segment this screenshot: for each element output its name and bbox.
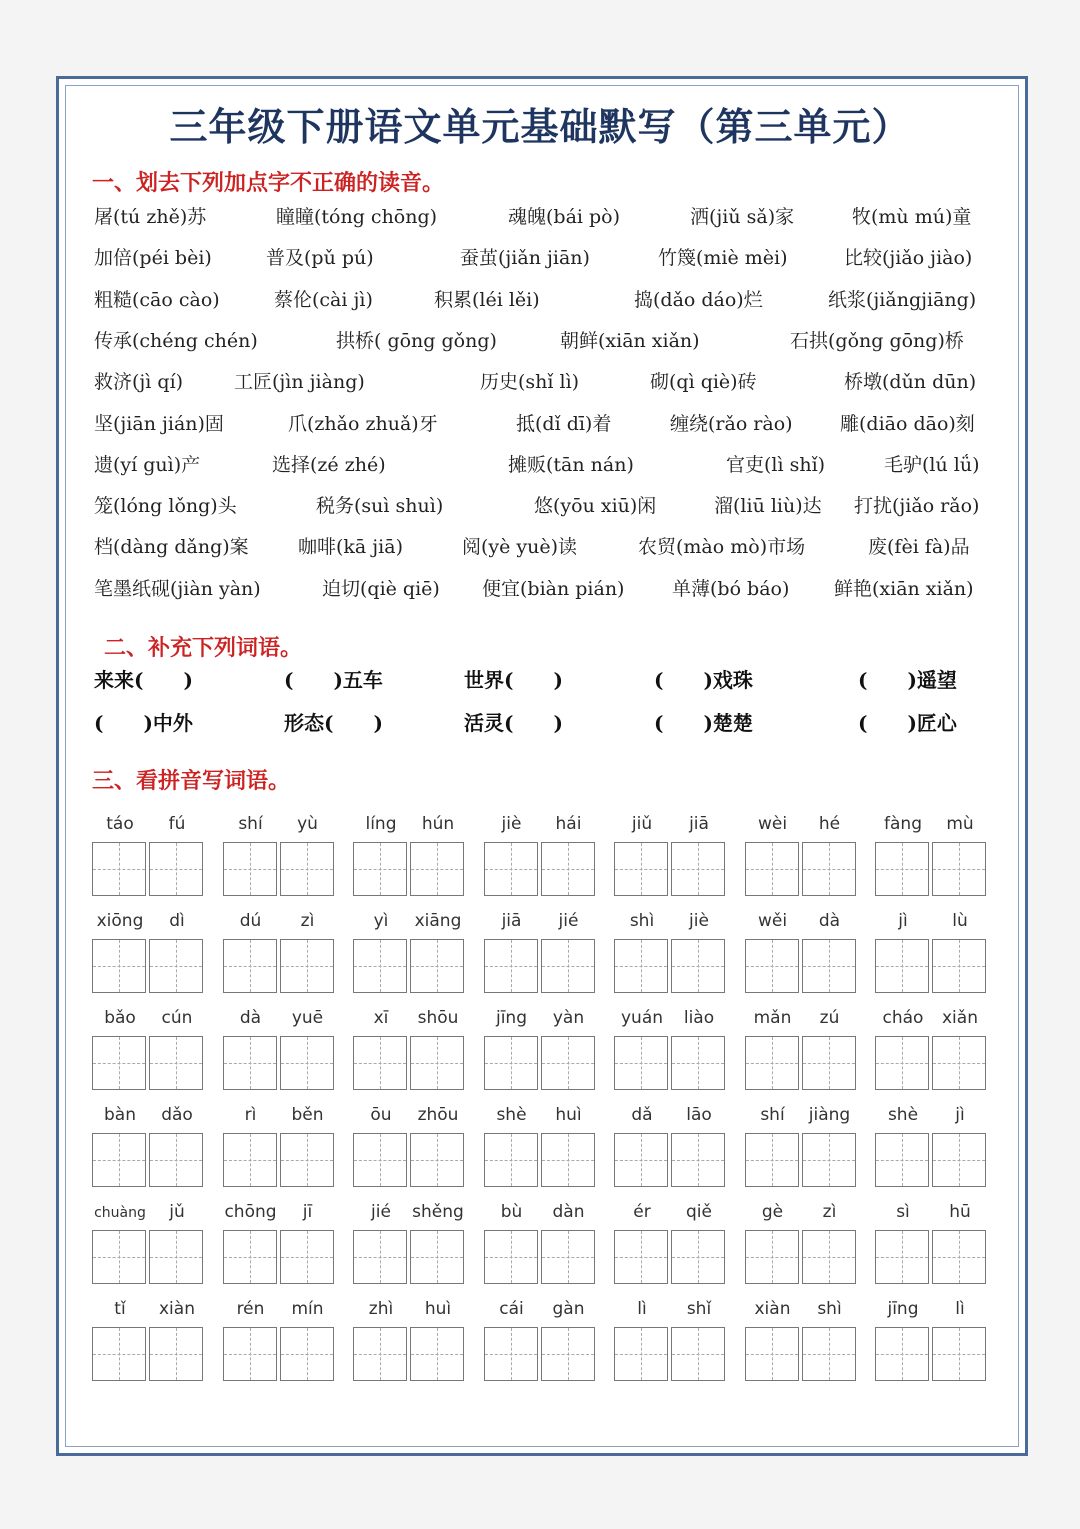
pinyin-label: tǐ [114, 1299, 126, 1319]
reading-item: 桥墩(dǔn dūn) [844, 371, 977, 394]
pinyin-word [353, 1008, 467, 1098]
pinyin-label: lì [637, 1299, 647, 1319]
pinyin-word [223, 1202, 337, 1292]
reading-item: 屠(tú zhě)苏 [94, 206, 207, 228]
writing-box[interactable] [745, 1230, 799, 1284]
pinyin-label: jiǔ [631, 814, 653, 834]
reading-item: 打扰(jiǎo rǎo) [854, 495, 980, 518]
pinyin-label: hū [949, 1202, 971, 1222]
writing-box[interactable] [541, 1327, 595, 1381]
writing-box[interactable] [614, 1230, 668, 1284]
reading-item: 纸浆(jiǎngjiāng) [828, 288, 977, 311]
reading-item: 便宜(biàn pián) [482, 577, 625, 600]
pinyin-label: hé [818, 814, 841, 834]
pinyin-label: shè [496, 1105, 527, 1125]
reading-item: 比较(jiǎo jiào) [844, 247, 973, 270]
reading-item: 咖啡(kā jiā) [298, 536, 404, 559]
writing-box[interactable] [223, 1036, 277, 1090]
writing-box[interactable] [802, 1230, 856, 1284]
reading-item: 加倍(péi bèi) [94, 247, 212, 270]
pinyin-label: huì [424, 1299, 452, 1319]
pinyin-label: jiā [501, 911, 522, 931]
writing-box[interactable] [745, 1327, 799, 1381]
writing-box[interactable] [932, 1230, 986, 1284]
pinyin-label: lì [955, 1299, 965, 1319]
pinyin-word [92, 1299, 206, 1389]
writing-box[interactable] [484, 939, 538, 993]
pinyin-label: xiāng [414, 911, 462, 931]
writing-box[interactable] [802, 939, 856, 993]
reading-item: 砌(qì qiè)砖 [650, 371, 757, 394]
pinyin-label: shōu [417, 1008, 459, 1028]
writing-box[interactable] [410, 939, 464, 993]
reading-row [94, 243, 994, 275]
pinyin-label: jǔ [169, 1202, 185, 1222]
pinyin-label: xiōng [96, 911, 144, 931]
reading-item: 缠绕(rǎo rào) [670, 412, 793, 435]
pinyin-label: mù [946, 814, 974, 834]
pinyin-label: shì [629, 911, 655, 931]
pinyin-word [223, 1299, 337, 1389]
pinyin-label: qiě [686, 1202, 712, 1222]
reading-item: 官吏(lì shǐ) [726, 453, 826, 476]
writing-box[interactable] [484, 1036, 538, 1090]
writing-box[interactable] [875, 1133, 929, 1187]
pinyin-word [745, 1008, 859, 1098]
writing-box[interactable] [614, 842, 668, 896]
pinyin-label: jī [302, 1202, 313, 1222]
pinyin-label: ōu [370, 1105, 392, 1125]
pinyin-label: běn [291, 1105, 324, 1125]
fill-item[interactable]: ( )戏珠 [654, 668, 753, 692]
writing-box[interactable] [541, 1036, 595, 1090]
writing-box[interactable] [541, 939, 595, 993]
pinyin-word [353, 1299, 467, 1389]
pinyin-word [223, 911, 337, 1001]
writing-box[interactable] [614, 939, 668, 993]
pinyin-label: shěng [412, 1202, 464, 1222]
pinyin-row [92, 1202, 992, 1298]
writing-box[interactable] [280, 1327, 334, 1381]
pinyin-label: shì [817, 1299, 842, 1319]
pinyin-word [875, 911, 989, 1001]
fill-row [94, 664, 994, 698]
pinyin-label: jiè [689, 911, 709, 931]
page-title: 三年级下册语文单元基础默写（第三单元） [169, 104, 911, 149]
pinyin-word [223, 814, 337, 904]
writing-box[interactable] [802, 842, 856, 896]
reading-item: 朝鲜(xiān xiǎn) [560, 329, 700, 352]
reading-item: 粗糙(cāo cào) [94, 288, 220, 311]
fill-item[interactable]: ( )中外 [94, 711, 193, 735]
writing-box[interactable] [223, 1133, 277, 1187]
pinyin-word [745, 814, 859, 904]
pinyin-label: jì [898, 911, 908, 931]
pinyin-label: jīng [495, 1008, 527, 1028]
reading-item: 捣(dǎo dáo)烂 [634, 288, 763, 311]
writing-box[interactable] [802, 1327, 856, 1381]
writing-box[interactable] [932, 1133, 986, 1187]
pinyin-label: mín [291, 1299, 324, 1319]
pinyin-label: yù [297, 814, 318, 834]
writing-box[interactable] [614, 1327, 668, 1381]
reading-item: 鲜艳(xiān xiǎn) [834, 577, 974, 600]
writing-box[interactable] [484, 1327, 538, 1381]
writing-box[interactable] [223, 842, 277, 896]
writing-box[interactable] [280, 1036, 334, 1090]
writing-box[interactable] [149, 1036, 203, 1090]
reading-item: 拱桥( gōng gǒng) [336, 329, 497, 352]
reading-item: 竹篾(miè mèi) [658, 247, 788, 270]
reading-row [94, 409, 994, 441]
pinyin-word [614, 1202, 728, 1292]
pinyin-row [92, 1105, 992, 1201]
writing-box[interactable] [280, 842, 334, 896]
pinyin-word [223, 1008, 337, 1098]
pinyin-label: dà [818, 911, 841, 931]
reading-row [94, 450, 994, 482]
pinyin-label: gè [761, 1202, 784, 1222]
reading-row [94, 574, 994, 606]
reading-item: 历史(shǐ lì) [480, 371, 580, 394]
pinyin-label: zì [300, 911, 315, 931]
pinyin-label: chōng [224, 1202, 277, 1222]
pinyin-label: shí [238, 814, 263, 834]
pinyin-label: lāo [686, 1105, 712, 1125]
writing-box[interactable] [932, 1036, 986, 1090]
pinyin-label: xiǎn [942, 1008, 978, 1028]
writing-box[interactable] [92, 842, 146, 896]
pinyin-label: dà [239, 1008, 262, 1028]
reading-item: 选择(zé zhé) [272, 453, 386, 476]
writing-box[interactable] [410, 1133, 464, 1187]
writing-box[interactable] [875, 939, 929, 993]
reading-item: 阅(yè yuè)读 [462, 536, 578, 559]
writing-box[interactable] [280, 1230, 334, 1284]
writing-box[interactable] [353, 939, 407, 993]
pinyin-label: dàn [552, 1202, 585, 1222]
pinyin-word [875, 1202, 989, 1292]
reading-item: 爪(zhǎo zhuǎ)牙 [288, 412, 438, 435]
pinyin-label: gàn [552, 1299, 585, 1319]
pinyin-label: yàn [552, 1008, 585, 1028]
pinyin-word [484, 1202, 598, 1292]
writing-box[interactable] [932, 939, 986, 993]
writing-box[interactable] [223, 1230, 277, 1284]
reading-row [94, 326, 994, 358]
pinyin-word [353, 814, 467, 904]
reading-item: 遗(yí guì)产 [94, 453, 201, 476]
writing-box[interactable] [484, 842, 538, 896]
writing-box[interactable] [614, 1133, 668, 1187]
pinyin-label: cún [161, 1008, 193, 1028]
pinyin-label: dú [239, 911, 262, 931]
pinyin-word [614, 814, 728, 904]
pinyin-label: jié [558, 911, 579, 931]
pinyin-row [92, 814, 992, 910]
pinyin-label: líng [365, 814, 397, 834]
writing-box[interactable] [410, 1327, 464, 1381]
pinyin-label: xiàn [159, 1299, 195, 1319]
pinyin-label: shè [887, 1105, 919, 1125]
writing-box[interactable] [875, 1327, 929, 1381]
writing-box[interactable] [671, 1133, 725, 1187]
reading-item: 单薄(bó báo) [672, 577, 790, 600]
writing-box[interactable] [671, 1036, 725, 1090]
writing-box[interactable] [280, 1133, 334, 1187]
pinyin-word [875, 1299, 989, 1389]
pinyin-label: yuē [291, 1008, 324, 1028]
reading-row [94, 202, 994, 234]
reading-item: 普及(pǔ pú) [266, 247, 374, 270]
pinyin-label: zú [819, 1008, 840, 1028]
fill-row [94, 707, 994, 741]
fill-item[interactable]: 活灵( ) [464, 711, 563, 735]
reading-item: 毛驴(lú lǘ) [884, 453, 980, 476]
writing-box[interactable] [353, 1230, 407, 1284]
pinyin-label: jì [955, 1105, 965, 1125]
writing-box[interactable] [353, 842, 407, 896]
reading-row [94, 367, 994, 399]
fill-item[interactable]: 世界( ) [464, 668, 563, 692]
reading-row [94, 285, 994, 317]
writing-box[interactable] [92, 1133, 146, 1187]
pinyin-word [92, 1202, 206, 1292]
writing-box[interactable] [671, 842, 725, 896]
writing-box[interactable] [410, 1230, 464, 1284]
pinyin-label: huì [555, 1105, 582, 1125]
pinyin-label: wèi [757, 814, 788, 834]
writing-box[interactable] [223, 1327, 277, 1381]
pinyin-label: jié [371, 1202, 391, 1222]
writing-box[interactable] [541, 1230, 595, 1284]
writing-box[interactable] [745, 842, 799, 896]
pinyin-label: rì [244, 1105, 257, 1125]
pinyin-word [745, 911, 859, 1001]
pinyin-word [484, 1008, 598, 1098]
reading-item: 笔墨纸砚(jiàn yàn) [94, 577, 261, 600]
fill-item[interactable]: ( )楚楚 [654, 711, 753, 735]
pinyin-label: jīng [887, 1299, 919, 1319]
pinyin-label: hái [555, 814, 582, 834]
pinyin-word [484, 911, 598, 1001]
writing-box[interactable] [149, 842, 203, 896]
reading-item: 蔡伦(cài jì) [274, 288, 373, 311]
writing-box[interactable] [875, 842, 929, 896]
writing-box[interactable] [802, 1133, 856, 1187]
pinyin-label: fàng [884, 814, 922, 834]
pinyin-label: yuán [620, 1008, 664, 1028]
fill-item[interactable]: ( )匠心 [858, 711, 957, 735]
reading-item: 雕(diāo dāo)刻 [840, 412, 975, 435]
fill-item[interactable]: ( )遥望 [858, 668, 957, 692]
pinyin-word [353, 1105, 467, 1195]
pinyin-word [92, 1008, 206, 1098]
pinyin-label: hún [421, 814, 455, 834]
writing-box[interactable] [410, 842, 464, 896]
reading-item: 工匠(jìn jiàng) [234, 371, 365, 394]
pinyin-label: jiè [501, 814, 522, 834]
reading-item: 传承(chéng chén) [94, 329, 258, 352]
pinyin-word [353, 1202, 467, 1292]
section1-heading: 一、划去下列加点字不正确的读音。 [92, 171, 445, 196]
pinyin-label: zì [822, 1202, 837, 1222]
writing-box[interactable] [149, 1230, 203, 1284]
writing-box[interactable] [932, 842, 986, 896]
writing-box[interactable] [875, 1036, 929, 1090]
pinyin-word [745, 1202, 859, 1292]
pinyin-word [92, 814, 206, 904]
pinyin-label: jiàng [808, 1105, 851, 1125]
reading-item: 摊贩(tān nán) [508, 453, 634, 476]
pinyin-label: shí [760, 1105, 785, 1125]
reading-item: 积累(léi lěi) [434, 288, 540, 311]
pinyin-label: dǎ [631, 1105, 653, 1125]
writing-box[interactable] [223, 939, 277, 993]
reading-item: 坚(jiān jián)固 [94, 412, 224, 435]
pinyin-word [745, 1299, 859, 1389]
pinyin-label: xī [373, 1008, 389, 1028]
reading-item: 溜(liū liù)达 [714, 495, 822, 518]
pinyin-word [484, 814, 598, 904]
writing-box[interactable] [280, 939, 334, 993]
writing-box[interactable] [149, 1133, 203, 1187]
pinyin-label: dì [169, 911, 185, 931]
writing-box[interactable] [353, 1036, 407, 1090]
writing-box[interactable] [745, 1036, 799, 1090]
pinyin-label: cháo [882, 1008, 924, 1028]
pinyin-label: lù [952, 911, 968, 931]
writing-box[interactable] [92, 1327, 146, 1381]
pinyin-label: zhōu [417, 1105, 459, 1125]
writing-box[interactable] [671, 1230, 725, 1284]
writing-box[interactable] [92, 1036, 146, 1090]
reading-item: 悠(yōu xiū)闲 [534, 495, 657, 518]
reading-item: 牧(mù mú)童 [852, 206, 972, 228]
reading-item: 蚕茧(jiǎn jiān) [460, 247, 590, 270]
reading-item: 废(fèi fà)品 [868, 536, 970, 559]
writing-box[interactable] [410, 1036, 464, 1090]
writing-box[interactable] [614, 1036, 668, 1090]
writing-box[interactable] [875, 1230, 929, 1284]
pinyin-word [745, 1105, 859, 1195]
writing-box[interactable] [541, 1133, 595, 1187]
writing-box[interactable] [745, 1133, 799, 1187]
pinyin-label: fú [168, 814, 186, 834]
writing-box[interactable] [671, 1327, 725, 1381]
pinyin-label: sì [896, 1202, 910, 1222]
reading-item: 石拱(gǒng gōng)桥 [790, 329, 964, 352]
fill-item[interactable]: 形态( ) [284, 711, 383, 735]
reading-item: 抵(dǐ dī)着 [516, 412, 612, 435]
section2-heading: 二、补充下列词语。 [104, 636, 303, 661]
pinyin-label: bàn [104, 1105, 136, 1125]
writing-box[interactable] [484, 1230, 538, 1284]
pinyin-word [353, 911, 467, 1001]
pinyin-label: rén [236, 1299, 265, 1319]
writing-box[interactable] [484, 1133, 538, 1187]
pinyin-label: wěi [757, 911, 788, 931]
pinyin-word [875, 1105, 989, 1195]
pinyin-row [92, 1299, 992, 1395]
pinyin-label: jiā [689, 814, 709, 834]
reading-item: 洒(jiǔ sǎ)家 [690, 206, 795, 228]
reading-item: 档(dàng dǎng)案 [94, 536, 249, 559]
reading-row [94, 532, 994, 564]
writing-box[interactable] [541, 842, 595, 896]
pinyin-word [92, 1105, 206, 1195]
pinyin-label: dǎo [161, 1105, 193, 1125]
reading-item: 笼(lóng lǒng)头 [94, 495, 237, 518]
pinyin-label: táo [106, 814, 134, 834]
pinyin-word [875, 814, 989, 904]
pinyin-row [92, 911, 992, 1007]
reading-item: 瞳瞳(tóng chōng) [276, 206, 438, 228]
fill-item[interactable]: 来来( ) [94, 668, 193, 692]
pinyin-label: cái [499, 1299, 524, 1319]
pinyin-word [614, 1299, 728, 1389]
pinyin-label: bǎo [104, 1008, 136, 1028]
writing-box[interactable] [149, 1327, 203, 1381]
writing-box[interactable] [353, 1133, 407, 1187]
writing-box[interactable] [92, 939, 146, 993]
pinyin-word [484, 1105, 598, 1195]
pinyin-row [92, 1008, 992, 1104]
pinyin-label: yì [373, 911, 389, 931]
reading-item: 迫切(qiè qiē) [322, 577, 440, 600]
reading-item: 救济(jì qí) [94, 371, 184, 394]
pinyin-word [484, 1299, 598, 1389]
fill-item[interactable]: ( )五车 [284, 668, 383, 692]
reading-item: 农贸(mào mò)市场 [638, 536, 806, 559]
writing-box[interactable] [671, 939, 725, 993]
section3-heading: 三、看拼音写词语。 [92, 769, 291, 794]
pinyin-word [92, 911, 206, 1001]
pinyin-label: chuàng [94, 1205, 146, 1221]
writing-box[interactable] [149, 939, 203, 993]
reading-row [94, 491, 994, 523]
writing-box[interactable] [802, 1036, 856, 1090]
reading-item: 魂魄(bái pò) [508, 206, 621, 228]
pinyin-label: liào [683, 1008, 715, 1028]
pinyin-word [223, 1105, 337, 1195]
pinyin-label: zhì [368, 1299, 394, 1319]
pinyin-label: ér [633, 1202, 651, 1222]
pinyin-label: shǐ [686, 1299, 712, 1319]
pinyin-word [614, 911, 728, 1001]
pinyin-word [614, 1105, 728, 1195]
writing-box[interactable] [353, 1327, 407, 1381]
pinyin-label: bù [500, 1202, 523, 1222]
pinyin-word [875, 1008, 989, 1098]
reading-item: 税务(suì shuì) [316, 495, 444, 518]
writing-box[interactable] [92, 1230, 146, 1284]
pinyin-label: mǎn [753, 1008, 792, 1028]
writing-box[interactable] [745, 939, 799, 993]
pinyin-label: xiàn [754, 1299, 791, 1319]
pinyin-word [614, 1008, 728, 1098]
writing-box[interactable] [932, 1327, 986, 1381]
